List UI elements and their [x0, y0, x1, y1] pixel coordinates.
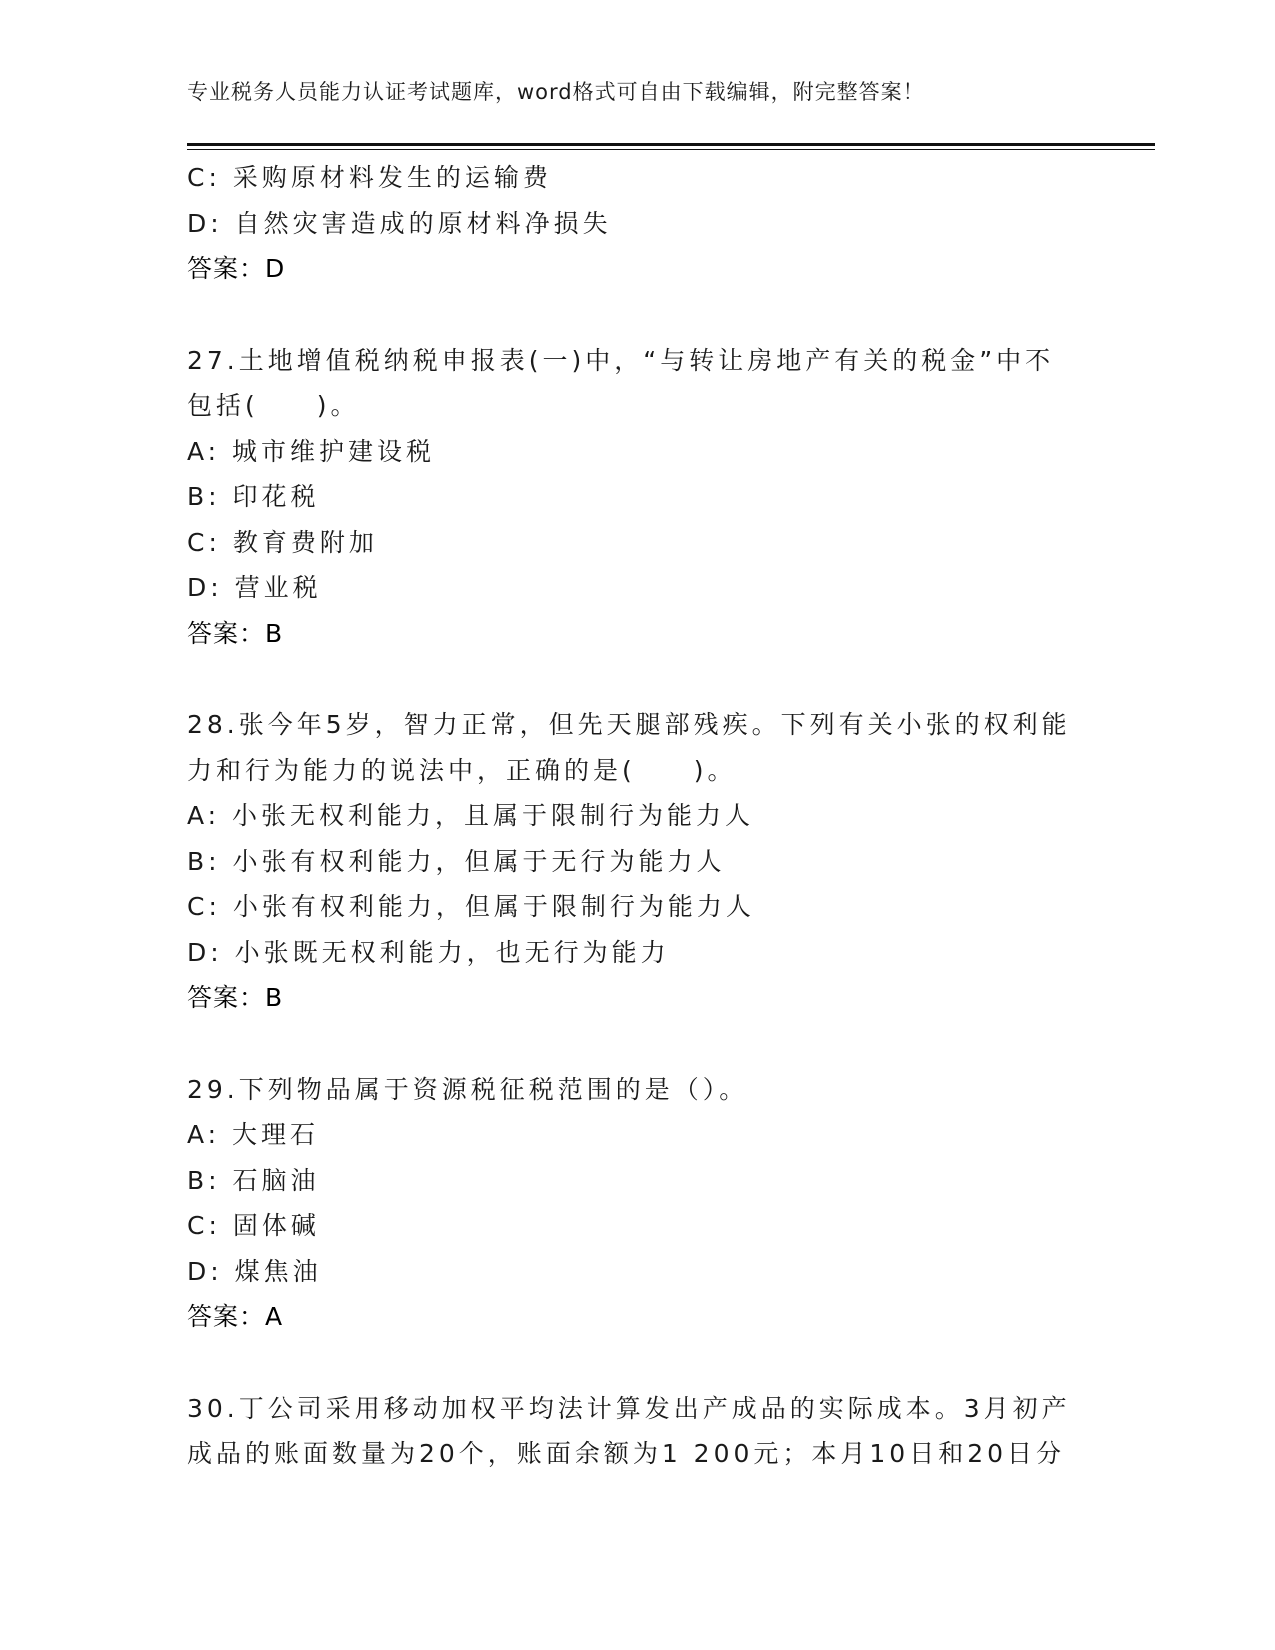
question-29 [187, 1067, 1087, 1340]
answer-line: 答案：B [187, 983, 284, 1012]
option-d: D: 营业税 [187, 573, 322, 602]
option-c: C: 固体碱 [187, 1211, 320, 1240]
question-stem: 29.下列物品属于资源税征税范围的是（）。 [187, 1074, 749, 1104]
spacer [187, 1021, 1087, 1067]
spacer [187, 656, 1087, 702]
answer-line: 答案：B [187, 618, 284, 648]
option-a: A: 大理石 [187, 1120, 320, 1149]
answer-line: 答案：D [187, 254, 286, 283]
option-b: B: 石脑油 [187, 1165, 320, 1195]
header-rule-thick [187, 143, 1155, 146]
option-a: A: 城市维护建设税 [187, 436, 436, 466]
answer-line: 答案：A [187, 1302, 284, 1331]
question-30 [187, 1386, 1087, 1477]
question-stem: 成品的账面数量为20个，账面余额为1 200元；本月10日和20日分 [187, 1439, 1066, 1468]
question-stem: 27.土地增值税纳税申报表(一)中，“与转让房地产有关的税金”中不 [187, 345, 1055, 375]
prev-question-block [187, 155, 1087, 292]
question-stem: 28.张今年5岁，智力正常，但先天腿部残疾。下列有关小张的权利能 [187, 710, 1071, 739]
question-27 [187, 338, 1087, 657]
option-b: B: 小张有权利能力，但属于无行为能力人 [187, 846, 726, 876]
option-a: A: 小张无权利能力，且属于限制行为能力人 [187, 801, 755, 830]
question-content [187, 155, 1087, 1477]
option-c: C: 采购原材料发生的运输费 [187, 163, 552, 192]
header-rule-thin [187, 149, 1155, 150]
question-stem: 30.丁公司采用移动加权平均法计算发出产成品的实际成本。3月初产 [187, 1393, 1071, 1423]
question-stem: 力和行为能力的说法中，正确的是( )。 [187, 755, 737, 785]
spacer [187, 1340, 1087, 1386]
option-d: D: 煤焦油 [187, 1256, 322, 1286]
option-c: C: 教育费附加 [187, 527, 378, 557]
question-28 [187, 702, 1087, 1021]
question-stem: 包括( )。 [187, 391, 360, 420]
option-c: C: 小张有权利能力，但属于限制行为能力人 [187, 892, 755, 921]
option-b: B: 印花税 [187, 482, 320, 511]
spacer [187, 292, 1087, 338]
page-header: 专业税务人员能力认证考试题库，word格式可自由下载编辑，附完整答案！ [187, 80, 925, 104]
option-d: D: 小张既无权利能力，也无行为能力 [187, 937, 670, 967]
option-d: D: 自然灾害造成的原材料净损失 [187, 208, 612, 238]
